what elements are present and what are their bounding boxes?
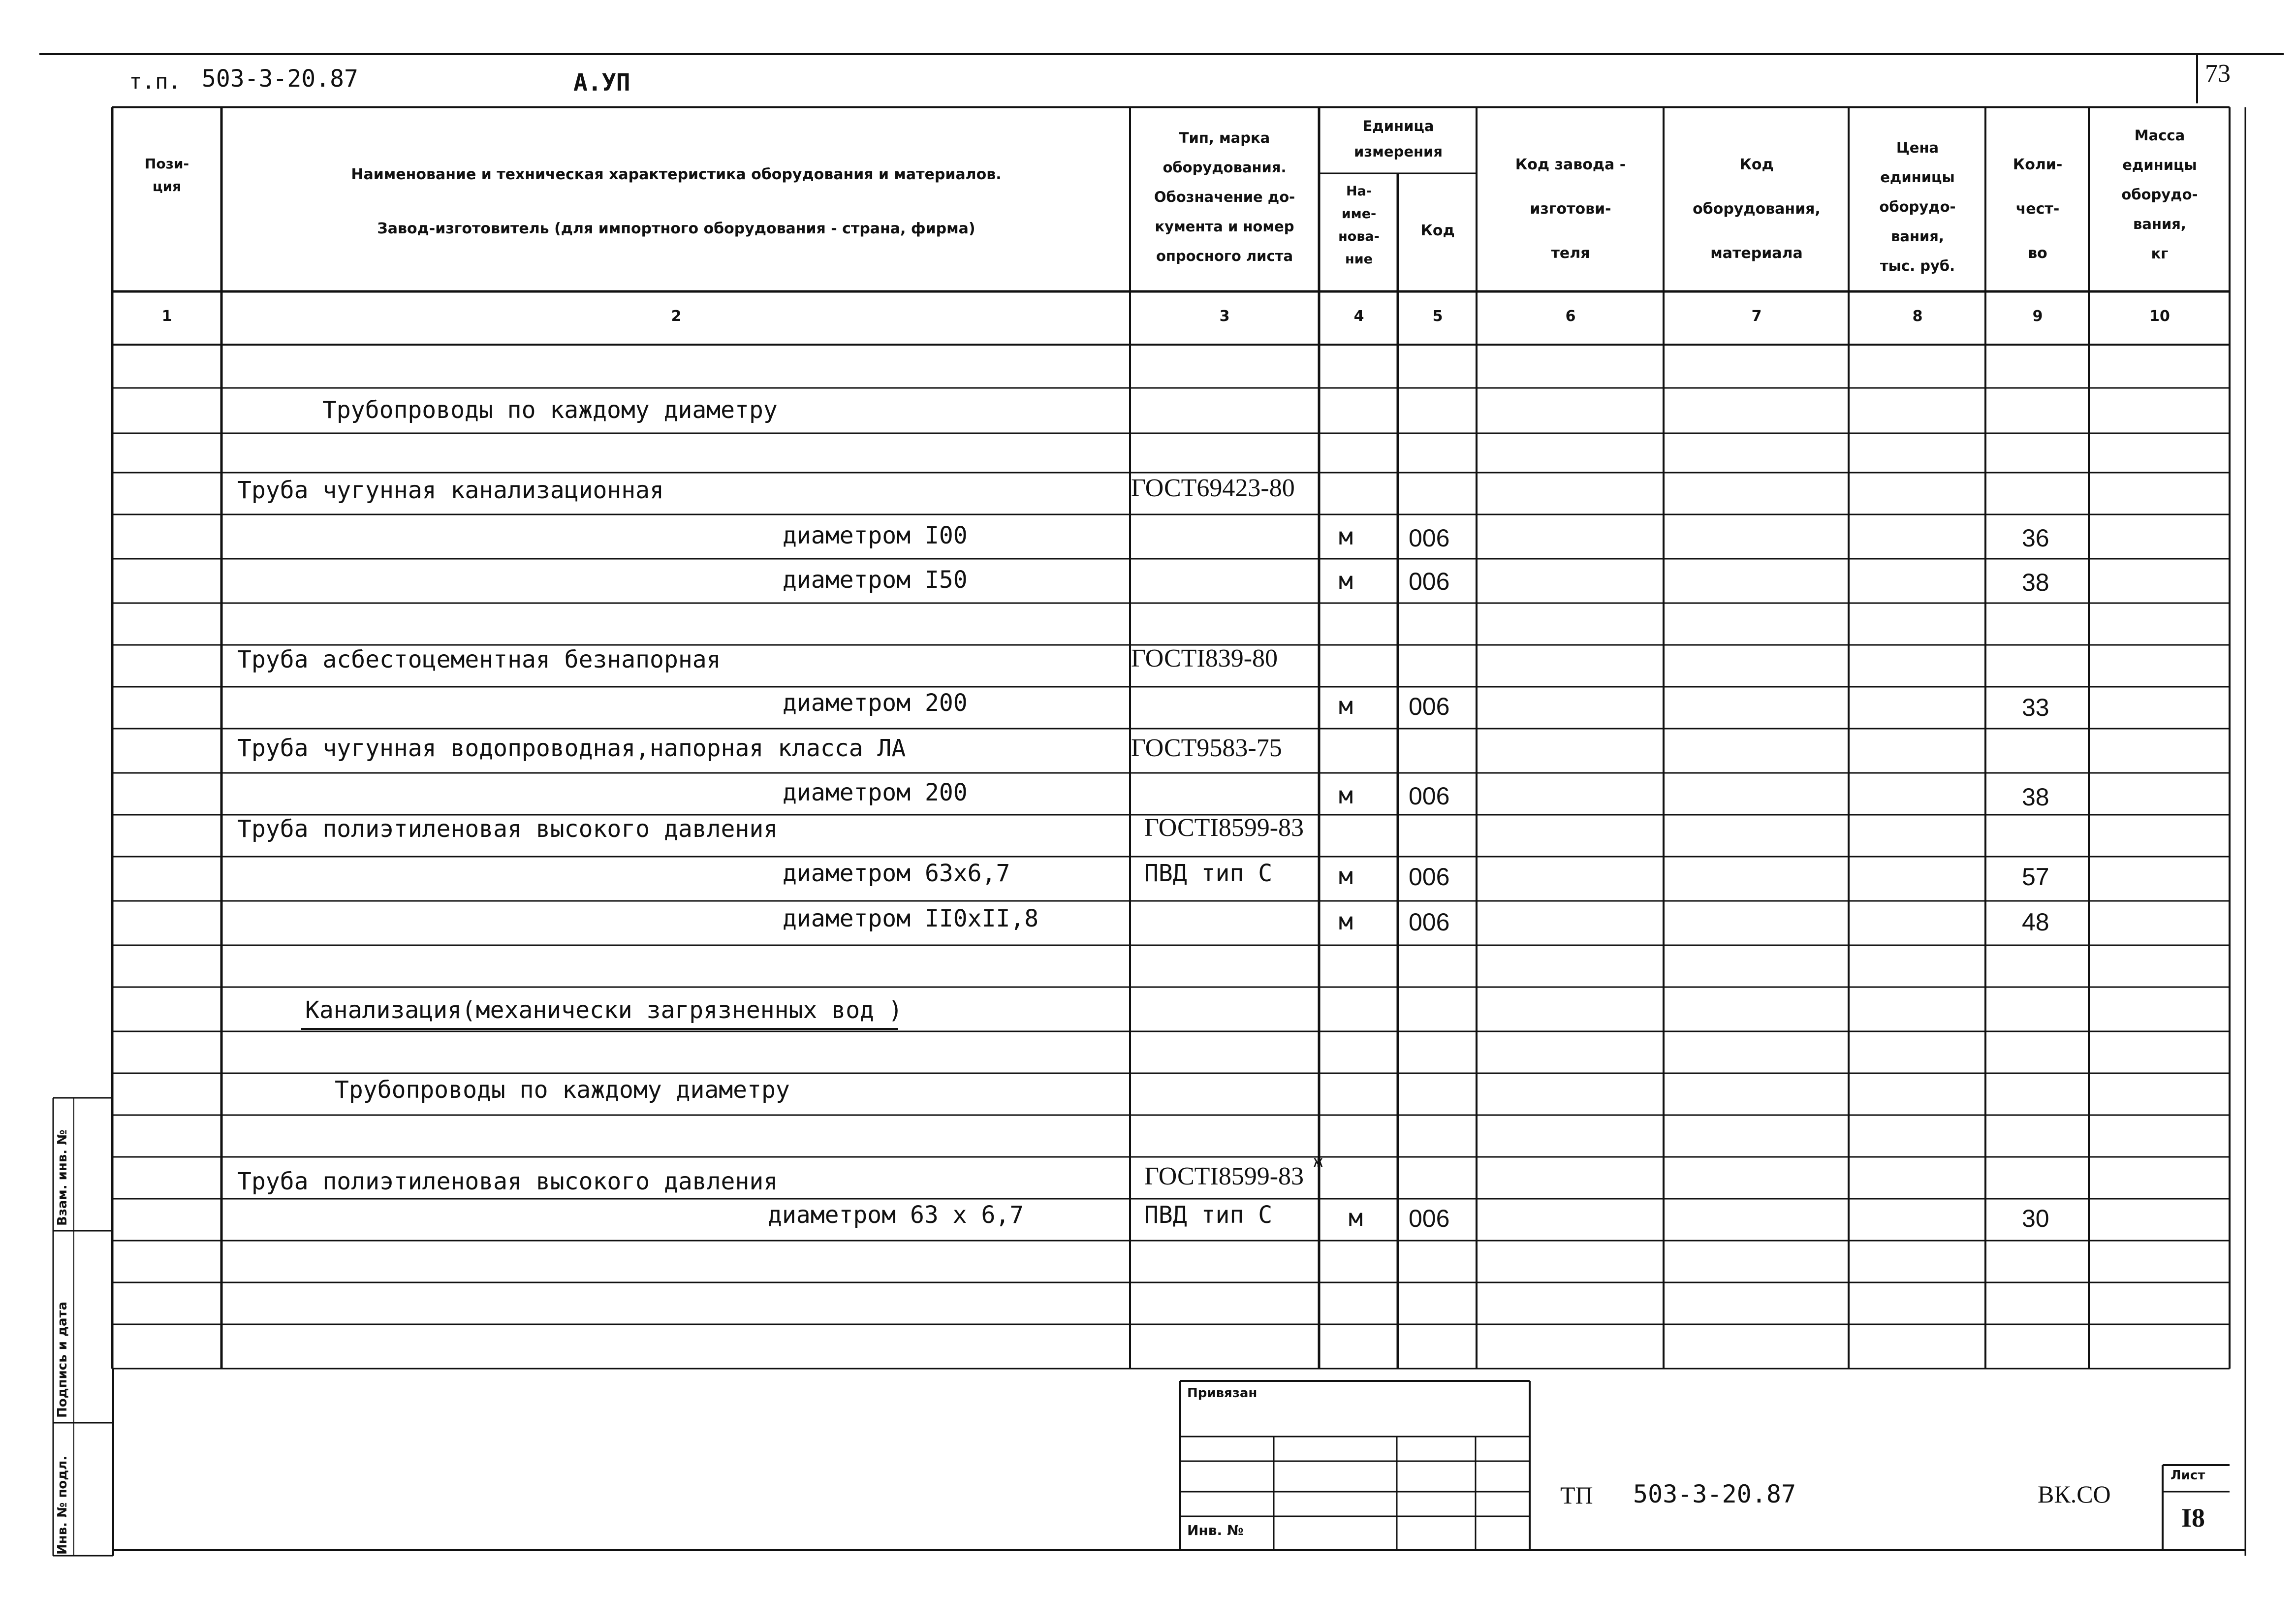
table-row-name: Труба асбестоцементная безнапорная	[237, 646, 721, 673]
side-label-signature: Подпись и дата	[55, 1301, 70, 1418]
table-row-name: Труба чугунная канализационная	[237, 477, 664, 504]
table-row-name: диаметром 200	[783, 689, 968, 717]
col-8-header: Цена единицы оборудо- вания, тыс. руб.	[1879, 139, 1956, 274]
col-num-10: 10	[2149, 308, 2170, 325]
table-row-name: диаметром I50	[783, 566, 968, 594]
col-5-header: Код	[1420, 222, 1455, 239]
col-10-header: Масса единицы оборудо- вания, кг	[2121, 127, 2198, 262]
stamp-attached: Привязан	[1187, 1386, 1258, 1401]
doc-code: 503-3-20.87	[202, 65, 358, 93]
table-row-qty: 38	[2022, 783, 2049, 811]
table-row-name: Труба чугунная водопроводная,напорная класса ЛА	[237, 735, 906, 762]
table-row-code: 006	[1409, 693, 1450, 720]
table-row-code: 006	[1409, 782, 1450, 810]
table-row-qty: 48	[2022, 908, 2049, 936]
table-row-type: ГОСТI8599-83	[1144, 814, 1304, 842]
stamp-code: 503-3-20.87	[1633, 1480, 1796, 1508]
table-row-type: ПВД тип С	[1144, 860, 1273, 887]
col-2-header: Наименование и техническая характеристика оборудования и материалов. Завод-изготовитель (для импортного оборудования - страна, фирма)	[351, 166, 1002, 237]
col-num-9: 9	[2032, 308, 2043, 325]
stamp-tp: ТП	[1560, 1481, 1593, 1509]
col-num-5: 5	[1432, 308, 1443, 325]
table-row-unit: м	[1339, 863, 1353, 890]
col-num-2: 2	[671, 308, 682, 325]
col-num-6: 6	[1565, 308, 1576, 325]
table-row-qty: 38	[2022, 569, 2049, 596]
table-row-qty: 36	[2022, 524, 2049, 552]
table-row-code: 006	[1409, 524, 1450, 552]
table-row-code: 006	[1409, 863, 1450, 891]
table-row-qty: 57	[2022, 863, 2049, 891]
unit-group-header: Единица измерения	[1354, 118, 1443, 160]
table-row-type: ПВД тип С	[1144, 1201, 1273, 1229]
stamp-inv: Инв. №	[1187, 1522, 1244, 1538]
table-row-unit: м	[1339, 567, 1353, 595]
table-row-code: 006	[1409, 908, 1450, 936]
side-label-inv: Инв. № подл.	[55, 1455, 70, 1555]
table-row-name: Труба полиэтиленовая высокого давления	[237, 1168, 778, 1195]
table-row-code: 006	[1409, 568, 1450, 595]
type-mark: ж	[1313, 1152, 1323, 1172]
table-row-unit: м	[1339, 692, 1353, 720]
table-row-unit: м	[1339, 782, 1353, 809]
col-num-3: 3	[1219, 308, 1230, 325]
table-row-type: ГОСТI8599-83	[1144, 1162, 1304, 1190]
table-row-name: Труба полиэтиленовая высокого давления	[237, 815, 778, 843]
album-label: А.УП	[573, 69, 630, 96]
table-row-code: 006	[1409, 1205, 1450, 1232]
table-row-qty: 30	[2022, 1205, 2049, 1232]
table-row-type: ГОСТI839-80	[1131, 644, 1278, 672]
col-7-header: Код оборудования, материала	[1693, 156, 1821, 262]
table-row-name: Канализация(механически загрязненных вод )	[305, 996, 903, 1024]
table-row-qty: 33	[2022, 694, 2049, 721]
col-4-header: На- име- нова- ние	[1338, 184, 1380, 267]
table-row-type: ГОСТ69423-80	[1131, 474, 1295, 502]
table-row-unit: м	[1339, 523, 1353, 550]
stamp-sheet-number: I8	[2181, 1503, 2205, 1533]
table-row-name: диаметром 200	[783, 779, 968, 806]
col-6-header: Код завода - изготови- теля	[1515, 156, 1626, 262]
table-row-unit: м	[1349, 1204, 1363, 1232]
col-num-4: 4	[1353, 308, 1364, 325]
tp-label: т.п.	[129, 69, 181, 94]
table-row-type: ГОСТ9583-75	[1131, 734, 1282, 762]
table-row-unit: м	[1339, 908, 1353, 935]
col-1-header: Пози- ция	[144, 156, 189, 194]
col-9-header: Коли- чест- во	[2013, 156, 2063, 262]
page-number: 73	[2205, 60, 2231, 88]
col-3-header: Тип, марка оборудования. Обозначение до- кумента и номер опросного листа	[1154, 129, 1295, 264]
col-num-8: 8	[1912, 308, 1923, 325]
col-num-7: 7	[1751, 308, 1762, 325]
table-row-name: диаметром I00	[783, 522, 968, 549]
table-row-name: диаметром 63 х 6,7	[768, 1201, 1024, 1229]
table-row-name: Трубопроводы по каждому диаметру	[335, 1076, 790, 1104]
stamp-sheet-label: Лист	[2170, 1468, 2205, 1483]
col-num-1: 1	[161, 308, 172, 325]
side-label-replace: Взам. инв. №	[55, 1129, 70, 1226]
table-row-name: диаметром 63х6,7	[783, 860, 1010, 887]
stamp-section: ВК.СО	[2038, 1480, 2111, 1508]
table-row-name: диаметром II0хII,8	[783, 905, 1039, 932]
table-row-name: Трубопроводы по каждому диаметру	[322, 396, 778, 424]
